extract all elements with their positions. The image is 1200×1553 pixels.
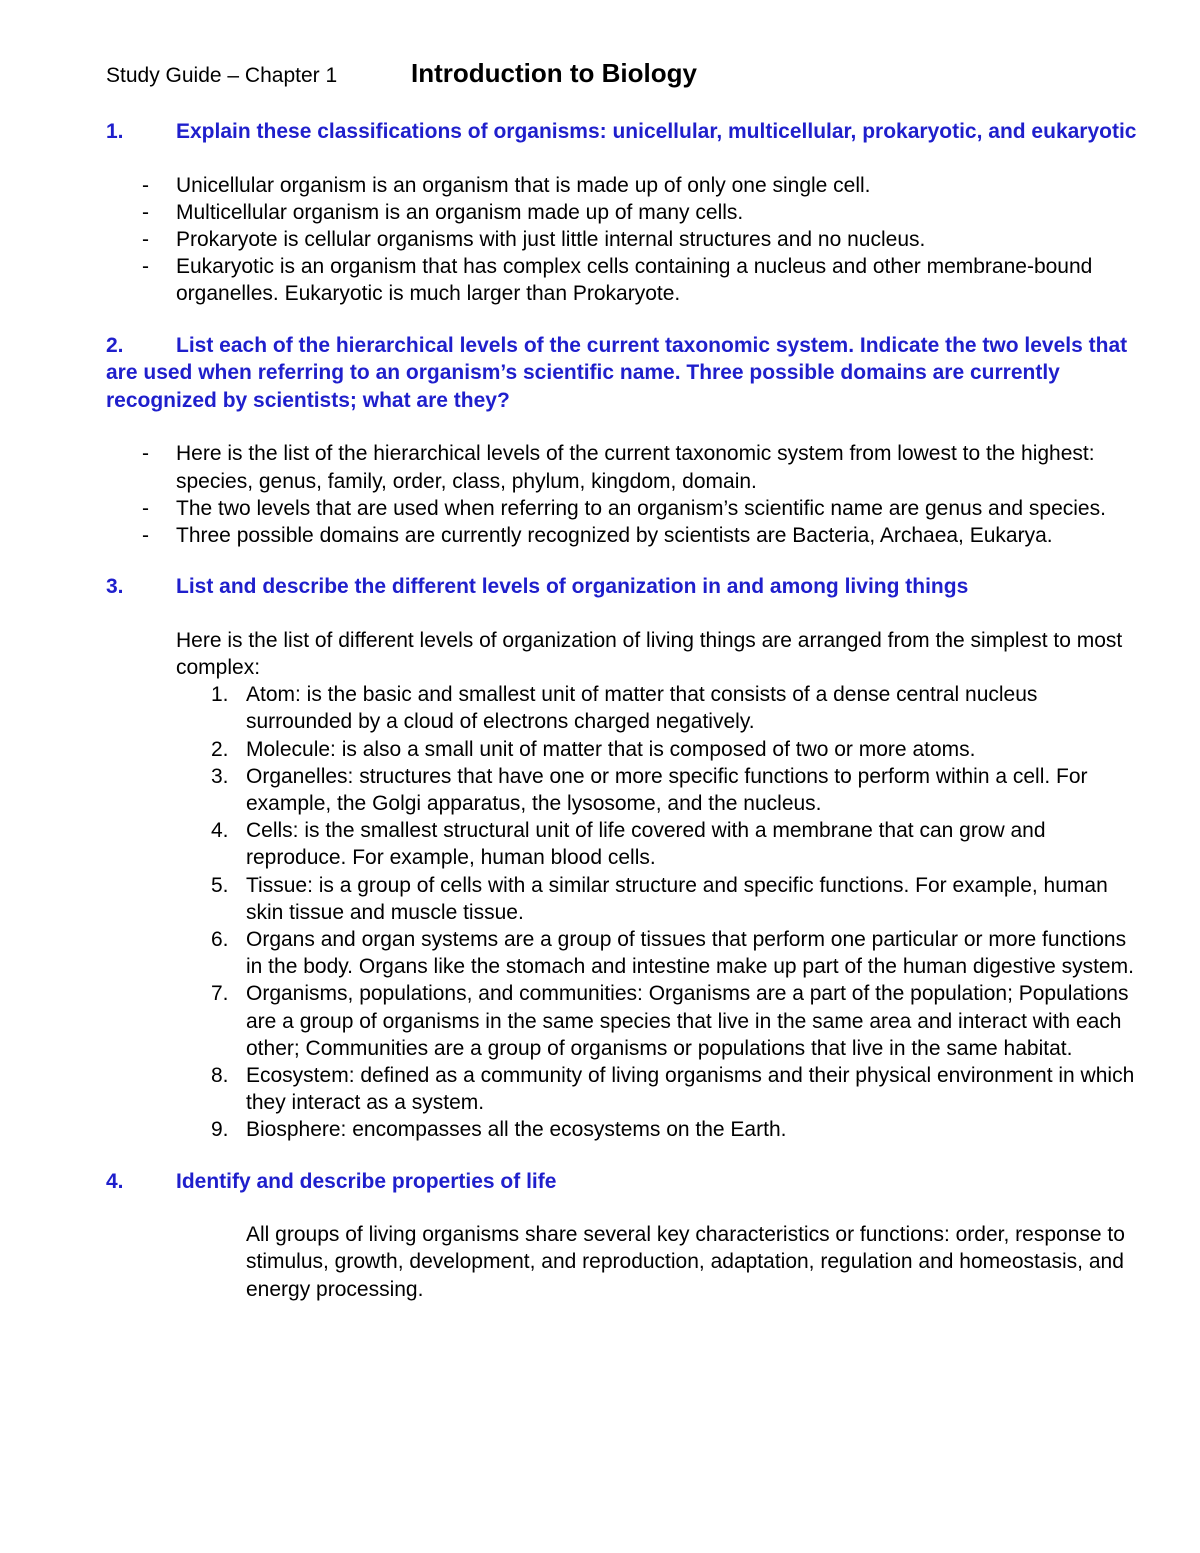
list-item <box>106 522 1146 549</box>
dash-bullet: - <box>142 496 149 520</box>
answer-text: Three possible domains are currently recognized by scientists are Bacteria, Archaea, Eukarya. <box>176 524 1053 547</box>
item-number: 3. <box>211 764 229 788</box>
item-text: Organelles: structures that have one or more specific functions to perform within a cell. For example, the Golgi apparatus, the lysosome, and the nucleus. <box>246 764 1088 816</box>
question-text: Explain these classifications of organisms: unicellular, multicellular, prokaryotic, and eukaryotic <box>176 120 1137 143</box>
item-text: Organisms, populations, and communities: Organisms are a part of the population; Populations are a group of organisms in the same species that live in the same area and interact with each other; Communities are a group of organisms or populations that live in the same habitat. <box>246 982 1129 1060</box>
question-heading <box>106 573 1146 601</box>
list-item <box>106 681 1146 735</box>
question-number: 2. <box>106 333 124 357</box>
section-4 <box>106 1168 1146 1303</box>
item-number: 8. <box>211 1064 229 1088</box>
section-intro: Here is the list of different levels of organization of living things are arranged from the simplest to most complex: <box>176 628 1123 679</box>
answer-text: Here is the list of the hierarchical levels of the current taxonomic system from lowest to the highest: species, genus, family, order, class, phylum, kingdom, domain. <box>176 442 1095 493</box>
question-heading <box>106 1168 1146 1196</box>
list-item <box>106 817 1146 871</box>
organization-levels-list <box>106 681 1146 1143</box>
section-3 <box>106 573 1146 1143</box>
answer-text: Multicellular organism is an organism made up of many cells. <box>176 200 744 224</box>
item-number: 9. <box>211 1118 229 1142</box>
list-item <box>106 1062 1146 1116</box>
dash-bullet: - <box>142 524 149 547</box>
answer-text: Eukaryotic is an organism that has complex cells containing a nucleus and other membrane-bound organelles. Eukaryotic is much larger than Prokaryote. <box>176 255 1093 306</box>
question-text: Identify and describe properties of life <box>176 1169 557 1193</box>
answer-text: The two levels that are used when referring to an organism’s scientific name are genus and species. <box>176 496 1106 520</box>
dash-bullet: - <box>142 228 149 251</box>
page-title: Introduction to Biology <box>411 58 697 88</box>
item-number: 7. <box>211 982 229 1006</box>
list-item <box>106 226 1146 253</box>
item-text: Cells: is the smallest structural unit of life covered with a membrane that can grow and reproduce. For example, human blood cells. <box>246 819 1046 870</box>
answer-text: Unicellular organism is an organism that is made up of only one single cell. <box>176 173 871 197</box>
list-item <box>106 763 1146 817</box>
question-number: 1. <box>106 120 124 143</box>
dash-bullet: - <box>142 200 149 224</box>
item-number: 4. <box>211 819 229 843</box>
list-item <box>106 440 1146 494</box>
item-text: Organs and organ systems are a group of tissues that perform one particular or more functions in the body. Organs like the stomach and intestine make up part of the human digestive system. <box>246 928 1134 979</box>
question-number: 3. <box>106 575 124 599</box>
item-text: Molecule: is also a small unit of matter that is composed of two or more atoms. <box>246 737 976 761</box>
question-text: List and describe the different levels of organization in and among living things <box>176 575 969 599</box>
dash-bullet: - <box>142 442 149 466</box>
item-text: Ecosystem: defined as a community of living organisms and their physical environment in which they interact as a system. <box>246 1064 1135 1115</box>
list-item <box>106 872 1146 926</box>
item-text: Atom: is the basic and smallest unit of matter that consists of a dense central nucleus surrounded by a cloud of electrons charged negatively. <box>246 683 1038 734</box>
list-item <box>106 926 1146 980</box>
section-1 <box>106 118 1146 308</box>
section-2 <box>106 332 1146 550</box>
list-item <box>106 980 1146 1062</box>
question-heading <box>106 118 1146 146</box>
dash-bullet: - <box>142 255 149 279</box>
list-item <box>106 199 1146 226</box>
item-number: 6. <box>211 928 229 952</box>
header <box>106 60 1146 98</box>
list-item <box>106 172 1146 199</box>
document-page <box>106 60 1146 1303</box>
dash-bullet: - <box>142 173 149 197</box>
question-text: List each of the hierarchical levels of the current taxonomic system. Indicate the two levels that are used when referring to an organism’s scientific name. Three possible domains are currently recognized by scientists; what are they? <box>106 333 1128 412</box>
answer-list <box>106 172 1146 308</box>
item-number: 5. <box>211 873 229 897</box>
item-number: 1. <box>211 683 229 707</box>
item-number: 2. <box>211 737 229 761</box>
question-heading <box>106 332 1146 415</box>
study-guide-label: Study Guide – Chapter 1 <box>106 64 338 87</box>
question-number: 4. <box>106 1169 124 1193</box>
list-item <box>106 736 1146 763</box>
list-item <box>106 1116 1146 1143</box>
answer-text: Prokaryote is cellular organisms with just little internal structures and no nucleus. <box>176 228 926 251</box>
list-item <box>106 253 1146 307</box>
section-paragraph: All groups of living organisms share several key characteristics or functions: order, response to stimulus, growth, development, and reproduction, adaptation, regulation and homeostasis, and energy processing. <box>246 1223 1125 1301</box>
item-text: Biosphere: encompasses all the ecosystems on the Earth. <box>246 1118 787 1142</box>
item-text: Tissue: is a group of cells with a similar structure and specific functions. For example, human skin tissue and muscle tissue. <box>246 873 1108 924</box>
list-item <box>106 495 1146 522</box>
answer-list <box>106 440 1146 549</box>
